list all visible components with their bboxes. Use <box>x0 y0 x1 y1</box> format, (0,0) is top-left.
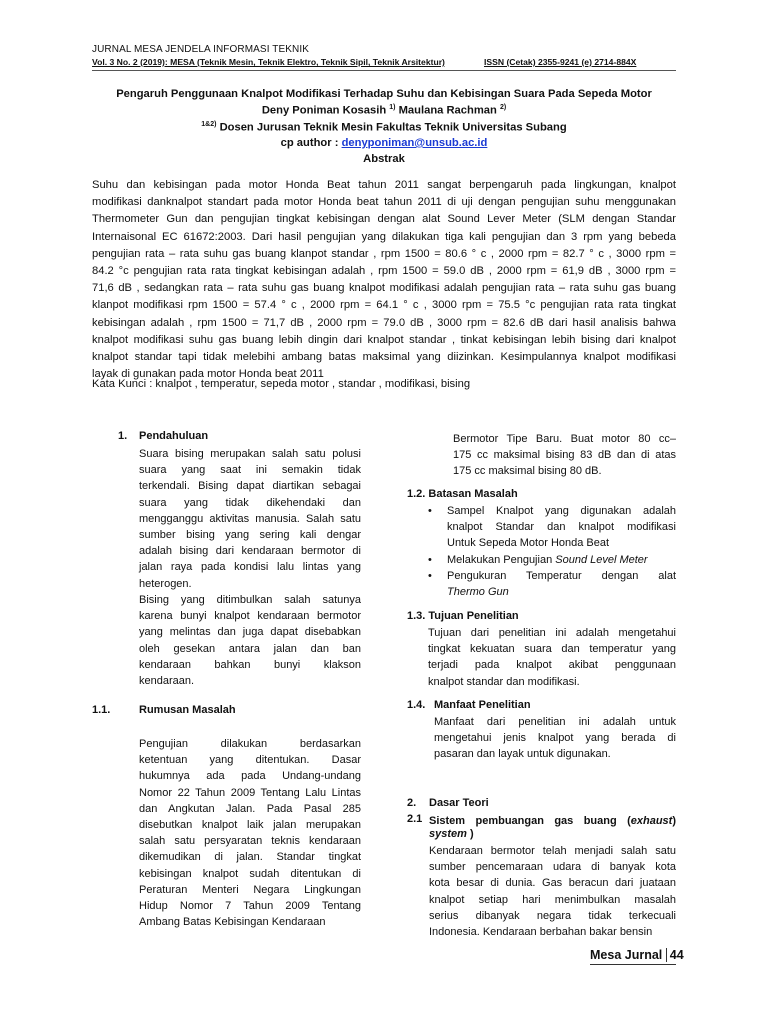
bullet-1-text <box>447 503 676 552</box>
author-2: Maulana Rachman <box>398 104 497 117</box>
text-line: 175 cc maksimal bising 83 dB dan di atas <box>453 449 676 462</box>
page-footer <box>590 948 684 962</box>
section-1-4-title: Manfaat Penelitian <box>434 699 531 711</box>
text-line: Suhu dan kebisingan pada motor Honda Beat tahun 2011 sangat berpengaruh pada lingkungan, knalpot <box>92 179 676 191</box>
text-line: sumber pencemaraan udara di banyak kota <box>429 861 676 874</box>
text-line: Bising yang ditimbulkan salah satunya <box>139 594 361 606</box>
text-line: Internaisonal EC 61672:2003. Dari hasil pengujian yang dilakukan tiga kali pengujian dan 3 rpm yang bebeda <box>92 230 676 243</box>
text-line: Pengujian dilakukan berdasarkan <box>139 738 361 750</box>
author-email-link[interactable]: denyponiman@unsub.ac.id <box>341 137 488 149</box>
footer-journal: Mesa Jurnal <box>590 948 663 962</box>
text-line: pengujian rata – rata suhu gas buang klanpot standar , rpm 1500 = 80.6 ° c , 2000 rpm = 82.7 ° c , 3000 rpm = <box>92 247 676 260</box>
text-line: heterogen. <box>139 577 192 590</box>
text-line: serius dibanyak negara tidak terkecuali <box>429 909 676 922</box>
contact-label: cp author : <box>280 137 339 149</box>
text-line: Ambang Batas Kebisingan Kendaraan <box>139 916 326 929</box>
footer-divider <box>590 964 676 965</box>
bullet-2-text: Melakukan Pengujian Sound Level Meter <box>447 554 648 566</box>
author-1-sup: 1) <box>389 104 396 111</box>
section-2-title: Dasar Teori <box>429 797 489 809</box>
abstract-heading: Abstrak <box>363 153 405 165</box>
text-line: suara yang saat ini semakin tidak <box>139 464 361 477</box>
affiliation-text: Dosen Jurusan Teknik Mesin Fakultas Teknik Universitas Subang <box>219 121 567 134</box>
journal-volume-line <box>92 57 637 67</box>
text-line: knalpot modifikasi suhu gas buang lebih dingin dari knalpot standar , tinkat kebisingan lebih bising dari knalpot <box>92 333 676 346</box>
section-1-3-title: 1.3. Tujuan Penelitian <box>407 610 519 622</box>
bullet-icon: • <box>428 554 432 566</box>
section-2-number: 2. <box>407 797 417 809</box>
section-2-1-para <box>429 843 676 940</box>
bullet-icon: • <box>428 570 432 582</box>
text-line: layak di gunakan pada motor Honda beat 2011 <box>92 368 324 381</box>
text-line: knalpot standar dan modifikasi. <box>428 675 580 688</box>
text-line: mengganggu aktivitas manusia. Salah satu <box>139 512 361 525</box>
text-line: Hidup Nomor 7 Tahun 2009 Tentang <box>139 899 361 912</box>
text-line: Indonesia. Kendaraan berbahan bakar bensin <box>429 925 653 938</box>
text-line: mengetahui jenis knalpot yang berada di <box>434 732 676 745</box>
text-line: pasaran dan layak untuk digunakan. <box>434 748 611 761</box>
text-line: terkendali. Bising dapat diartikan sebagai <box>139 480 361 493</box>
text-line: terjadi pada knalpot akibat penggunaan <box>428 659 676 672</box>
text-line: Suara bising merupakan salah satu polusi <box>139 448 361 460</box>
contact-line <box>92 137 676 149</box>
text-line: disebutkan knalpot laik jalan merupakan <box>139 818 361 831</box>
text-line: oleh gesekan antara jalan dan ban <box>139 642 361 655</box>
text-line: Tujuan dari penelitian ini adalah mengetahui <box>428 627 676 639</box>
text-line: dikemudikan di jalan. Standar tingkat <box>139 851 361 864</box>
text-line: Bermotor Tipe Baru. Buat motor 80 cc– <box>453 433 676 445</box>
text-line: knalpot Standar dan knalpot modifikasi <box>447 521 676 534</box>
header-divider <box>92 70 676 71</box>
section-1-para-2 <box>139 592 361 689</box>
text-line: knalpot setiap hari menimbulkan masalah <box>429 893 676 906</box>
bullet-3-text: Pengukuran Temperatur dengan alat Thermo Gun <box>447 570 676 599</box>
section-1-para-1 <box>139 446 361 592</box>
affiliation-sup: 1&2) <box>201 121 217 128</box>
text-line: dan Angkutan Jalan. Pada Pasal 285 <box>139 802 361 815</box>
text-line: salah satu persyaratan teknis kendaraan <box>139 835 361 848</box>
author-2-sup: 2) <box>499 104 507 111</box>
text-line: kendaraan. <box>139 674 195 687</box>
section-1-title: Pendahuluan <box>139 430 209 442</box>
text-line: Thermometer Gun dan pengujian tingkat kebisingan dengan alat Sound Lever Meter (SLM dengan Standar <box>92 213 676 226</box>
abstract-body <box>92 177 676 383</box>
section-2-1-number: 2.1 <box>407 813 423 825</box>
text-line: Nomor 22 Tahun 2009 Tentang Lalu Lintas <box>139 786 361 799</box>
text-line: Kendaraan bermotor telah menjadi salah satu <box>429 845 676 857</box>
text-line: tingkat kekuatan suara dan temperatur yang <box>428 643 676 656</box>
section-1-2-title: 1.2. Batasan Masalah <box>407 488 518 500</box>
text-line: 71,6 dB , sedangkan rata – rata suhu gas buang knalpot modifikasi adalah pengujian rata – rata suhu gas buang <box>92 282 676 295</box>
affiliation-line <box>92 121 676 134</box>
text-line: 84.2 °c pengujian rata rata tingkat kebisingan adalah , rpm 1500 = 59.0 dB , 2000 rpm = 61,9 dB , 3000 rpm = <box>92 264 676 277</box>
text-line: kendaraan bahkan bunyi klakson <box>139 658 361 671</box>
section-1-1-number: 1.1. <box>92 704 111 716</box>
text-line: karena bunyi knalpot kendaraan bermotor <box>139 610 361 623</box>
bullet-icon: • <box>428 505 432 517</box>
paper-title: Pengaruh Penggunaan Knalpot Modifikasi Terhadap Suhu dan Kebisingan Suara Pada Sepeda Motor <box>116 88 652 100</box>
section-1-4-number: 1.4. <box>407 699 426 711</box>
section-1-number: 1. <box>118 430 128 442</box>
text-line: yang melintas dan juga dapat disebabkan <box>139 626 361 639</box>
journal-name: JURNAL MESA JENDELA INFORMASI TEKNIK <box>92 44 309 55</box>
keywords-line: Kata Kunci : knalpot , temperatur, sepeda motor , standar , modifikasi, bising <box>92 378 471 390</box>
text-line: kota besar di dunia. Gas beracun dari juataan <box>429 877 676 890</box>
text-line: hukumnya ada pada Undang-undang <box>139 770 361 783</box>
author-1: Deny Poniman Kosasih <box>261 104 387 117</box>
section-2-1-title-cont: system ) <box>429 828 474 840</box>
text-line: jalan raya pada kondisi lalu lintas yang <box>139 561 361 574</box>
section-1-4-para <box>434 714 676 763</box>
volume-info: Vol. 3 No. 2 (2019): MESA (Teknik Mesin, Teknik Elektro, Teknik Sipil, Teknik Arsitektur) <box>92 57 445 67</box>
text-line: adalah bising dari kendaraan bermotor di <box>139 545 361 558</box>
section-1-3-para <box>428 625 676 690</box>
text-line: Manfaat dari penelitian ini adalah untuk <box>434 716 676 728</box>
text-line: 175 cc maksimal bising 80 dB. <box>453 465 602 478</box>
section-1-1-para <box>139 736 361 930</box>
issn-info: ISSN (Cetak) 2355-9241 (e) 2714-884X <box>484 57 637 67</box>
text-line: Peraturan Menteri Negara Lingkungan <box>139 883 361 896</box>
text-line: Sampel Knalpot yang digunakan adalah <box>447 505 676 517</box>
text-line: sumber bising yang sering kali dengar <box>139 528 361 541</box>
author-line <box>92 104 676 117</box>
text-line: klanpot modifikasi rpm 1500 = 57.4 ° c , 2000 rpm = 64.1 ° c , 3000 rpm = 75.5 °c pengujian rata rata tingkat <box>92 299 676 312</box>
text-line: knalpot standar tapi tidak melebihi ambang batas maksimal yang diizinkan. Kesimpulannya knalpot modifikasi <box>92 350 676 363</box>
text-line: suara yang tidak dikehendaki dan <box>139 496 361 509</box>
text-line: Untuk Sepeda Motor Honda Beat <box>447 537 610 550</box>
text-line: modifikasi danknalpot standart pada motor Honda beat tahun 2011 di uji dengan pengujian suhu menggunakan <box>92 196 676 209</box>
text-line: kebisingan adalah , rpm 1500 = 71,7 dB , 2000 rpm = 79.0 dB , 3000 rpm = 82.6 dB dari hasil analisis bahwa <box>92 316 676 329</box>
page-number: 44 <box>666 948 684 962</box>
continued-para <box>453 431 676 480</box>
section-2-1-title: Sistem pembuangan gas buang (exhaust) <box>429 815 676 827</box>
text-line: ketentuan yang ditentukan. Dasar <box>139 754 361 767</box>
text-line: kebisingan knalpot sudah ditentukan di <box>139 867 361 880</box>
section-1-1-title: Rumusan Masalah <box>139 704 236 716</box>
